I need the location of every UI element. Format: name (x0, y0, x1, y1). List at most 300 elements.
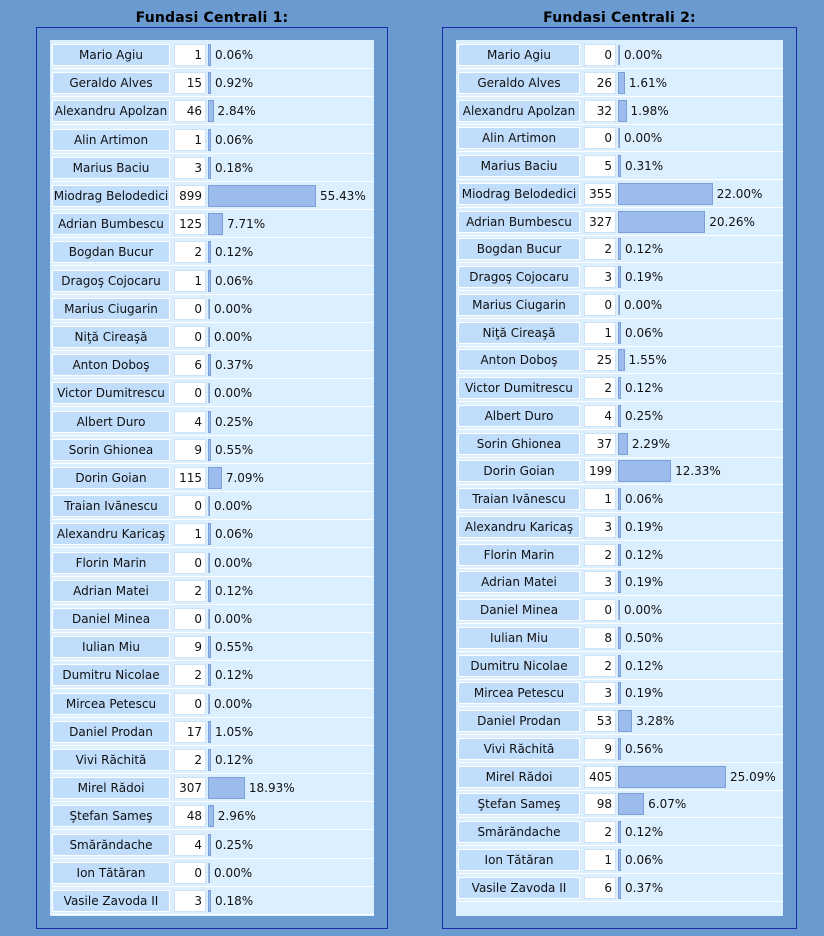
player-name-cell: Alin Artimon (458, 127, 580, 149)
vote-bar (208, 890, 211, 912)
table-row (52, 860, 374, 887)
table-row (52, 155, 374, 182)
vote-count-cell: 1 (584, 322, 616, 344)
vote-bar (208, 636, 211, 658)
table-row (458, 791, 783, 818)
table-row (458, 486, 783, 513)
player-name-cell: Marius Ciugarin (52, 298, 170, 320)
vote-count-cell: 0 (584, 599, 616, 621)
percent-label: 0.00% (624, 131, 663, 146)
table-row (458, 708, 783, 735)
table-row (458, 625, 783, 652)
player-name-cell: Mircea Petescu (458, 682, 580, 704)
bar-area (208, 381, 370, 405)
player-name-cell: Sorin Ghionea (458, 433, 580, 455)
player-name-cell: Miodrag Belodedici (52, 185, 170, 207)
percent-label: 0.31% (625, 159, 664, 173)
percent-label: 0.00% (214, 555, 253, 570)
player-name-cell: Mario Agiu (458, 44, 580, 66)
table-row (458, 181, 783, 208)
vote-count-cell: 26 (584, 72, 616, 94)
vote-count-cell: 2 (584, 655, 616, 677)
vote-bar (618, 295, 620, 315)
vote-count-cell: 4 (584, 405, 616, 427)
bar-area (618, 265, 784, 289)
panel-frame (36, 27, 388, 929)
vote-bar (618, 128, 620, 148)
table-row (52, 493, 374, 520)
vote-bar (208, 411, 211, 433)
vote-bar (618, 488, 621, 510)
table-row (52, 634, 374, 661)
percent-label: 0.00% (624, 297, 663, 312)
bar-area (618, 570, 784, 594)
vote-count-cell: 37 (584, 433, 616, 455)
percent-label: 0.12% (625, 547, 664, 562)
table-row (52, 719, 374, 746)
vote-count-cell: 0 (584, 44, 616, 66)
player-name-cell: Niţă Cireaşă (52, 326, 170, 348)
percent-label: 0.06% (215, 527, 254, 542)
bar-area (208, 325, 370, 349)
table-row (52, 211, 374, 238)
player-name-cell: Florin Marin (52, 552, 170, 574)
player-name-cell: Mario Agiu (52, 44, 170, 66)
bar-area (208, 156, 370, 180)
vote-bar (618, 877, 621, 899)
bar-area (618, 321, 784, 345)
percent-label: 0.19% (625, 575, 664, 590)
percent-label: 0.12% (215, 583, 254, 598)
player-name-cell: Dorin Goian (52, 467, 170, 489)
bar-area (208, 692, 370, 716)
player-name-cell: Anton Doboş (458, 349, 580, 371)
vote-bar (618, 544, 621, 566)
vote-bar (618, 738, 621, 760)
vote-bar (208, 749, 211, 771)
vote-bar (208, 299, 210, 319)
bar-area (208, 184, 370, 208)
vote-bar (618, 655, 621, 677)
vote-bar (618, 45, 620, 65)
bar-area (208, 861, 370, 885)
percent-label: 0.56% (625, 741, 664, 756)
bar-area (618, 820, 784, 844)
vote-count-cell: 0 (174, 382, 206, 404)
vote-count-cell: 3 (584, 516, 616, 538)
player-name-cell: Ion Tătăran (52, 862, 170, 884)
bar-area (618, 71, 784, 95)
table-row (52, 183, 374, 210)
table-row (52, 324, 374, 351)
percent-label: 0.92% (215, 76, 254, 91)
table-row (52, 691, 374, 718)
percent-label: 0.00% (214, 865, 253, 880)
bar-area (618, 681, 784, 705)
vote-bar (208, 439, 211, 461)
panel-title: Fundasi Centrali 2: (543, 10, 696, 26)
vote-bar (208, 523, 211, 545)
bar-area (208, 635, 370, 659)
vote-bar (208, 721, 211, 743)
bar-area (208, 128, 370, 152)
table-row (458, 458, 783, 485)
vote-bar (618, 183, 713, 205)
player-name-cell: Niţă Cireaşă (458, 322, 580, 344)
vote-count-cell: 5 (584, 155, 616, 177)
bar-area (618, 459, 784, 483)
table-row (458, 764, 783, 791)
player-name-cell: Alin Artimon (52, 129, 170, 151)
player-name-cell: Mirel Rădoi (52, 777, 170, 799)
vote-bar (208, 241, 211, 263)
table-row (458, 736, 783, 763)
bar-area (618, 348, 784, 372)
player-name-cell: Ştefan Sameş (458, 793, 580, 815)
vote-count-cell: 1 (174, 129, 206, 151)
bar-area (618, 848, 784, 872)
bar-area (208, 269, 370, 293)
vote-bar (208, 496, 210, 516)
vote-bar (618, 405, 621, 427)
percent-label: 0.12% (625, 242, 664, 257)
vote-count-cell: 3 (584, 682, 616, 704)
player-name-cell: Albert Duro (52, 411, 170, 433)
vote-count-cell: 0 (584, 294, 616, 316)
vote-count-cell: 125 (174, 213, 206, 235)
vote-count-cell: 0 (174, 862, 206, 884)
vote-bar (208, 354, 211, 376)
bar-area (208, 889, 370, 913)
vote-bar (618, 600, 620, 620)
percent-label: 0.00% (624, 48, 663, 62)
player-name-cell: Traian Ivănescu (458, 488, 580, 510)
table-row (52, 662, 374, 689)
vote-count-cell: 1 (174, 523, 206, 545)
bar-area (618, 792, 784, 816)
percent-label: 0.00% (214, 386, 253, 401)
vote-bar (208, 100, 214, 122)
table-row (458, 514, 783, 541)
vote-bar (618, 433, 628, 455)
player-name-cell: Smărăndache (52, 834, 170, 856)
percent-label: 0.00% (214, 499, 253, 514)
player-name-cell: Dorin Goian (458, 460, 580, 482)
bar-area (208, 522, 370, 546)
vote-count-cell: 2 (584, 544, 616, 566)
vote-count-cell: 1 (174, 44, 206, 66)
bar-area (208, 438, 370, 462)
panel-frame (442, 27, 797, 929)
bar-area (618, 210, 784, 234)
vote-bar (618, 682, 621, 704)
player-name-cell: Bogdan Bucur (458, 238, 580, 260)
vote-bar (618, 766, 726, 788)
player-name-cell: Victor Dumitrescu (458, 377, 580, 399)
percent-label: 18.93% (248, 781, 295, 796)
vote-count-cell: 0 (174, 298, 206, 320)
table-row (52, 888, 374, 915)
vote-count-cell: 53 (584, 710, 616, 732)
table-row (458, 542, 783, 569)
player-name-cell: Daniel Prodan (458, 710, 580, 732)
table-row (52, 409, 374, 436)
vote-bar (208, 694, 210, 714)
player-name-cell: Mirel Rădoi (458, 766, 580, 788)
vote-count-cell: 4 (174, 411, 206, 433)
vote-count-cell: 0 (174, 326, 206, 348)
table-row (52, 239, 374, 266)
table-row (458, 125, 783, 152)
vote-bar (618, 821, 621, 843)
vote-bar (618, 377, 621, 399)
vote-bar (618, 155, 621, 177)
table-row (52, 42, 374, 69)
player-name-cell: Daniel Minea (52, 608, 170, 630)
player-name-cell: Alexandru Apolzan (458, 100, 580, 122)
percent-label: 1.55% (628, 353, 667, 368)
player-name-cell: Vivi Răchită (52, 749, 170, 771)
vote-count-cell: 355 (584, 183, 616, 205)
vote-count-cell: 6 (584, 877, 616, 899)
player-name-cell: Smărăndache (458, 821, 580, 843)
bar-area (618, 515, 784, 539)
bar-area (618, 404, 784, 428)
bar-area (618, 626, 784, 650)
vote-count-cell: 25 (584, 349, 616, 371)
percent-label: 25.09% (730, 769, 776, 784)
percent-label: 0.12% (215, 668, 254, 683)
bar-area (618, 182, 784, 206)
table-row (458, 875, 783, 902)
bar-area (208, 71, 370, 95)
player-name-cell: Marius Ciugarin (458, 294, 580, 316)
bar-area (618, 654, 784, 678)
bar-area (208, 607, 370, 631)
player-name-cell: Traian Ivănescu (52, 495, 170, 517)
vote-bar (618, 100, 627, 122)
percent-label: 0.55% (215, 442, 254, 457)
vote-count-cell: 1 (584, 488, 616, 510)
percent-label: 22.00% (716, 186, 763, 201)
bar-area (208, 804, 370, 828)
percent-label: 0.12% (625, 381, 664, 395)
player-name-cell: Vasile Zavoda II (52, 890, 170, 912)
percent-label: 0.12% (625, 658, 664, 673)
bar-area (618, 99, 784, 123)
results-table (456, 40, 783, 916)
percent-label: 0.00% (214, 696, 253, 711)
vote-bar (208, 664, 211, 686)
vote-bar (618, 349, 625, 371)
vote-bar (618, 211, 705, 233)
percent-label: 2.84% (217, 104, 256, 119)
vote-bar (618, 460, 671, 482)
percent-label: 2.29% (631, 436, 670, 451)
bar-area (208, 99, 370, 123)
bar-area (208, 43, 370, 67)
table-row (458, 153, 783, 180)
bar-area (208, 833, 370, 857)
table-row (52, 550, 374, 577)
table-row (52, 268, 374, 295)
player-name-cell: Geraldo Alves (52, 72, 170, 94)
percent-label: 1.05% (215, 724, 254, 739)
table-row (52, 127, 374, 154)
percent-label: 0.37% (215, 358, 254, 373)
percent-label: 0.19% (625, 519, 664, 534)
vote-bar (208, 213, 223, 235)
bar-area (618, 43, 784, 67)
percent-label: 0.06% (215, 48, 254, 62)
vote-count-cell: 1 (174, 270, 206, 292)
bar-area (618, 154, 784, 178)
vote-count-cell: 3 (174, 157, 206, 179)
vote-count-cell: 46 (174, 100, 206, 122)
vote-count-cell: 0 (174, 608, 206, 630)
percent-label: 1.98% (630, 103, 669, 118)
percent-label: 0.12% (215, 245, 254, 260)
vote-count-cell: 0 (174, 495, 206, 517)
vote-count-cell: 2 (174, 749, 206, 771)
vote-bar (208, 834, 211, 856)
rows-container (52, 42, 374, 916)
player-name-cell: Iulian Miu (458, 627, 580, 649)
vote-count-cell: 9 (174, 439, 206, 461)
player-name-cell: Iulian Miu (52, 636, 170, 658)
player-name-cell: Marius Baciu (458, 155, 580, 177)
percent-label: 0.00% (214, 301, 253, 316)
percent-label: 0.06% (215, 273, 254, 288)
bar-area (208, 720, 370, 744)
vote-bar (618, 627, 621, 649)
percent-label: 12.33% (675, 464, 721, 479)
percent-label: 0.06% (625, 325, 664, 340)
vote-bar (618, 322, 621, 344)
table-row (458, 70, 783, 97)
percent-label: 0.00% (624, 603, 663, 617)
bar-area (208, 212, 370, 236)
vote-count-cell: 1 (584, 849, 616, 871)
bar-area (208, 579, 370, 603)
player-name-cell: Vivi Răchită (458, 738, 580, 760)
percent-label: 0.19% (625, 686, 664, 701)
player-name-cell: Adrian Bumbescu (52, 213, 170, 235)
vote-bar (208, 580, 211, 602)
percent-label: 0.00% (214, 330, 253, 344)
bar-area (208, 551, 370, 575)
bar-area (208, 776, 370, 800)
vote-bar (208, 327, 210, 347)
percent-label: 0.25% (215, 837, 254, 852)
percent-label: 0.12% (625, 825, 664, 839)
table-row (458, 597, 783, 624)
player-name-cell: Alexandru Apolzan (52, 100, 170, 122)
table-row (458, 42, 783, 69)
player-name-cell: Dumitru Nicolae (458, 655, 580, 677)
table-row (458, 236, 783, 263)
percent-label: 2.96% (217, 809, 256, 824)
table-row (458, 375, 783, 402)
percent-label: 6.07% (648, 797, 687, 812)
percent-label: 7.09% (225, 471, 264, 485)
table-row (52, 465, 374, 492)
vote-count-cell: 9 (174, 636, 206, 658)
vote-bar (208, 863, 210, 883)
table-row (52, 803, 374, 830)
vote-bar (208, 72, 211, 94)
vote-bar (208, 157, 211, 179)
vote-count-cell: 899 (174, 185, 206, 207)
table-row (52, 832, 374, 859)
percent-label: 0.12% (215, 753, 254, 767)
vote-bar (208, 270, 211, 292)
percent-label: 0.18% (215, 894, 254, 908)
bar-area (618, 126, 784, 150)
bar-area (208, 353, 370, 377)
table-row (52, 380, 374, 407)
bar-area (618, 293, 784, 317)
player-name-cell: Ion Tătăran (458, 849, 580, 871)
table-row (458, 819, 783, 846)
player-name-cell: Marius Baciu (52, 157, 170, 179)
vote-bar (208, 805, 214, 827)
vote-count-cell: 307 (174, 777, 206, 799)
vote-bar (618, 849, 621, 871)
results-table (50, 40, 374, 916)
bar-area (208, 410, 370, 434)
vote-count-cell: 4 (174, 834, 206, 856)
percent-label: 0.50% (625, 630, 664, 645)
vote-bar (618, 710, 632, 732)
percent-label: 3.28% (636, 714, 675, 728)
table-row (458, 292, 783, 319)
percent-label: 0.25% (215, 414, 254, 429)
vote-bar (208, 185, 316, 207)
percent-label: 0.55% (215, 640, 254, 655)
table-row (52, 521, 374, 548)
player-name-cell: Daniel Prodan (52, 721, 170, 743)
table-row (458, 403, 783, 430)
percent-label: 0.37% (625, 880, 664, 895)
vote-count-cell: 32 (584, 100, 616, 122)
panel-fundasi-centrali-2 (442, 9, 797, 895)
percent-label: 7.71% (227, 217, 266, 232)
table-row (52, 578, 374, 605)
percent-label: 0.18% (215, 160, 254, 175)
panel-title: Fundasi Centrali 1: (135, 10, 289, 26)
percent-label: 0.00% (214, 612, 253, 626)
vote-bar (618, 793, 644, 815)
table-row (52, 606, 374, 633)
bar-area (618, 376, 784, 400)
player-name-cell: Geraldo Alves (458, 72, 580, 94)
player-name-cell: Alexandru Karicaş (458, 516, 580, 538)
rows-container (458, 42, 783, 916)
table-row (458, 653, 783, 680)
player-name-cell: Florin Marin (458, 544, 580, 566)
table-row (458, 680, 783, 707)
vote-count-cell: 2 (174, 241, 206, 263)
bar-area (618, 737, 784, 761)
vote-count-cell: 15 (174, 72, 206, 94)
vote-count-cell: 2 (584, 377, 616, 399)
vote-bar (208, 553, 210, 573)
vote-bar (618, 238, 621, 260)
bar-area (618, 487, 784, 511)
table-row (458, 569, 783, 596)
player-name-cell: Victor Dumitrescu (52, 382, 170, 404)
